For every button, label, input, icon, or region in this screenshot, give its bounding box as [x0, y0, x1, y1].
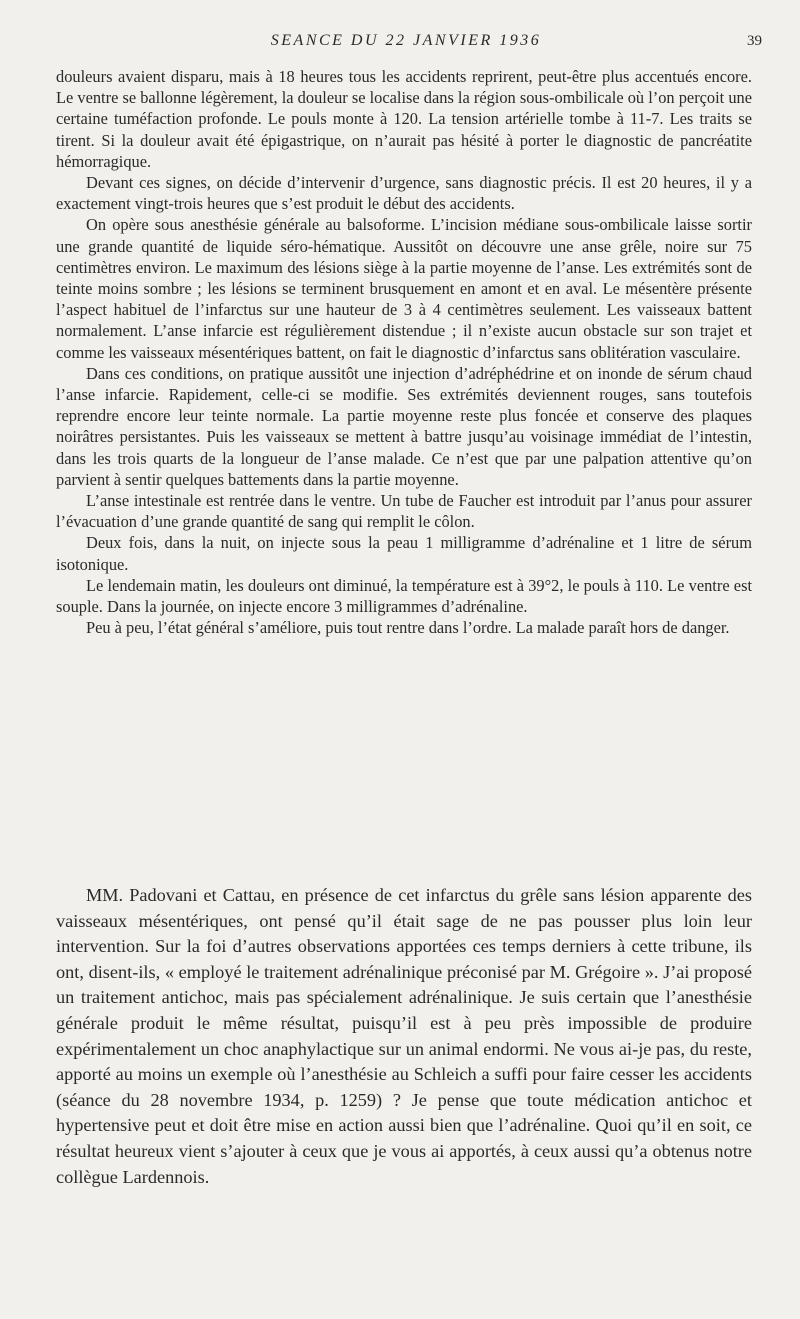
page-header — [56, 32, 762, 54]
running-title: SEANCE DU 22 JANVIER 1936 — [270, 32, 542, 49]
report-paragraph: Devant ces signes, on décide d’intervenir d’urgence, sans diagnostic précis. Il est 20 heures, il y a exactement vingt-trois heures que s’est produit le début des accidents. — [56, 173, 752, 214]
discussion-section — [56, 883, 752, 1190]
report-paragraph: Peu à peu, l’état général s’améliore, puis tout rentre dans l’ordre. La malade paraît hors de danger. — [86, 618, 730, 638]
report-paragraph: Deux fois, dans la nuit, on injecte sous la peau 1 milligramme d’adrénaline et 1 litre de sérum isotonique. — [56, 533, 752, 574]
discussion-paragraph: MM. Padovani et Cattau, en présence de cet infarctus du grêle sans lésion apparente des vaisseaux mésentériques, ont pensé qu’il était sage de ne pas pousser plus loin leur intervention. Sur la foi d’autres observations apportées ces temps derniers à cette tribune, ils ont, disent-ils, « employé le traitement adrénalinique préconisé par M. Grégoire ». J’ai proposé un traitement antichoc, mais pas spécialement adrénalinique. Je suis certain que l’anesthésie générale produit le même résultat, puisqu’il est à peu près impossible de produire expérimentalement un choc anaphylactique sur un animal endormi. Ne vous ai-je pas, du reste, apporté au moins un exemple où l’anesthésie au Schleich a suffi pour faire cesser les accidents (séance du 28 novembre 1934, p. 1259) ? Je pense que toute médication antichoc et hypertensive peut et doit être mise en action aussi bien que l’adrénaline. Quoi qu’il en soit, ce résultat heureux vient s’ajouter à ceux que je vous ai apportés, à ceux aussi qu’a obtenus notre collègue Lardennois. — [56, 885, 752, 1187]
page-number: 39 — [747, 33, 762, 49]
report-paragraph: Le lendemain matin, les douleurs ont diminué, la température est à 39°2, le pouls à 110. Le ventre est souple. Dans la journée, on injecte encore 3 milligrammes d’adrénaline. — [56, 575, 752, 617]
report-paragraph: On opère sous anesthésie générale au balsoforme. L’incision médiane sous-ombilicale laisse sortir une grande quantité de liquide séro-hématique. Aussitôt on découvre une anse grêle, noire sur 75 centimètres environ. Le maximum des lésions siège à la partie moyenne de l’anse. Les extrémités sont de teinte moins sombre ; les lésions se terminent brusquement en amont et en aval. Le mésentère présente l’aspect habituel de l’infarctus sur une hauteur de 3 à 4 centimètres seulement. Les vaisseaux battent normalement. L’anse infarcie est régulièrement distendue ; il n’existe aucun obstacle sur son trajet et comme les vaisseaux mésentériques battent, on fait le diagnostic d’infarctus sans oblitération vasculaire. — [56, 215, 752, 362]
case-report — [56, 66, 752, 638]
report-paragraph: L’anse intestinale est rentrée dans le ventre. Un tube de Faucher est introduit par l’anus pour assurer l’évacuation d’une grande quantité de sang qui remplit le côlon. — [56, 491, 752, 532]
report-paragraph: Dans ces conditions, on pratique aussitôt une injection d’adréphédrine et on inonde de sérum chaud l’anse infarcie. Rapidement, celle-ci se modifie. Ses extrémités deviennent rouges, sans toutefois reprendre encore leur teinte normale. La partie moyenne reste plus foncée et conserve des plaques noirâtres persistantes. Puis les vaisseaux se mettent à battre jusqu’au voisinage immédiat de l’intestin, dans les trois quarts de la longueur de l’anse malade. Ce n’est que par une palpation attentive qu’on parvient à sentir quelques battements dans la partie moyenne. — [56, 363, 752, 489]
report-paragraph: douleurs avaient disparu, mais à 18 heures tous les accidents reprirent, peut-être plus accentués encore. Le ventre se ballonne légèrement, la douleur se localise dans la région sous-ombilicale où l’on perçoit une certaine tuméfaction profonde. Le pouls monte à 120. La tension artérielle tombe à 11-7. Les traits se tirent. Si la douleur avait été épigastrique, on n’aurait pas hésité à porter le diagnostic de pancréatite hémorragique. — [56, 67, 752, 171]
